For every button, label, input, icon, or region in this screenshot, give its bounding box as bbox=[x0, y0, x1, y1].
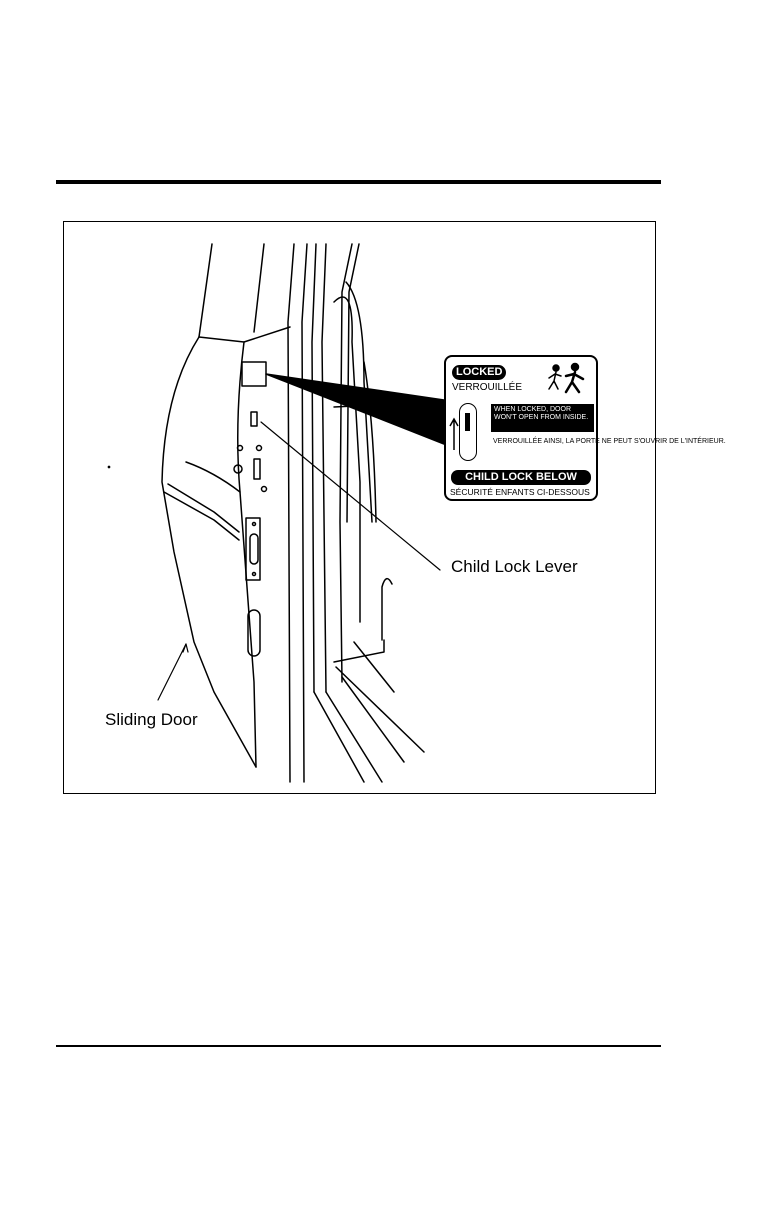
sliding-door-label: Sliding Door bbox=[105, 710, 198, 729]
running-children-icon bbox=[542, 363, 592, 395]
top-rule bbox=[56, 180, 661, 184]
door-illustration bbox=[63, 221, 726, 794]
locked-badge: LOCKED bbox=[452, 365, 506, 380]
child-lock-lever-label: Child Lock Lever bbox=[451, 557, 578, 576]
lock-slot bbox=[459, 403, 477, 461]
verrouillee-text: VERROUILLÉE bbox=[452, 382, 523, 393]
child-lock-below-french: SÉCURITÉ ENFANTS CI-DESSOUS bbox=[450, 487, 590, 497]
warning-english: WHEN LOCKED, DOOR WON'T OPEN FROM INSIDE. bbox=[491, 404, 594, 432]
child-lock-below-badge: CHILD LOCK BELOW bbox=[451, 470, 591, 485]
warning-french: VERROUILLÉE AINSI, LA PORTE NE PEUT S'OUVRIR DE L'INTÉRIEUR. bbox=[493, 438, 726, 445]
child-lock-warning-label bbox=[444, 355, 726, 501]
bottom-rule bbox=[56, 1045, 661, 1047]
arrow-up-icon bbox=[449, 417, 459, 451]
